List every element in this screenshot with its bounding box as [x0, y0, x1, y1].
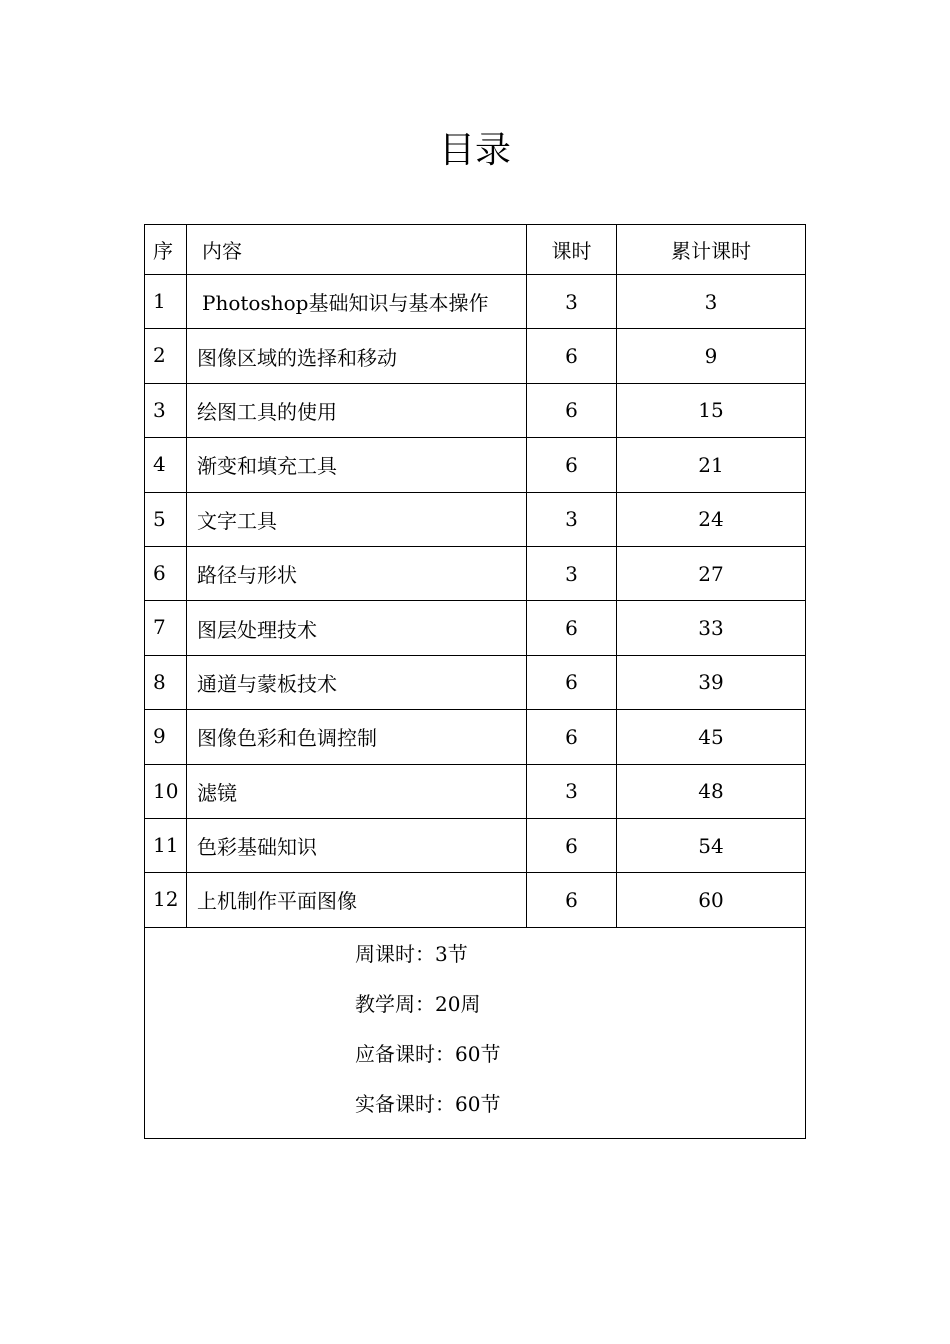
row-hours: 6: [527, 383, 617, 437]
row-total-hours: 15: [617, 383, 806, 437]
planned-hours: 应备课时：60节: [355, 1041, 501, 1066]
row-hours: 6: [527, 329, 617, 383]
table-row: [145, 655, 806, 709]
row-total-hours: 9: [617, 329, 806, 383]
header-total-hours: 累计课时: [617, 225, 806, 275]
row-total-hours: 54: [617, 818, 806, 872]
header-seq: 序: [145, 225, 187, 275]
row-content: 图层处理技术: [187, 601, 527, 655]
row-seq: 12: [145, 873, 187, 927]
table-header-row: [145, 225, 806, 275]
row-seq: 6: [145, 546, 187, 600]
table-row: [145, 383, 806, 437]
header-hours: 课时: [527, 225, 617, 275]
row-content: 渐变和填充工具: [187, 438, 527, 492]
row-total-hours: 48: [617, 764, 806, 818]
weekly-hours: 周课时：3节: [355, 941, 468, 966]
actual-hours: 实备课时：60节: [355, 1091, 501, 1116]
row-content: 滤镜: [187, 764, 527, 818]
header-content: 内容: [187, 225, 527, 275]
row-hours: 3: [527, 764, 617, 818]
row-content: 上机制作平面图像: [187, 873, 527, 927]
row-hours: 6: [527, 873, 617, 927]
summary-row: [145, 927, 806, 1138]
row-seq: 5: [145, 492, 187, 546]
table-row: [145, 601, 806, 655]
row-content: 绘图工具的使用: [187, 383, 527, 437]
row-content: 路径与形状: [187, 546, 527, 600]
table-row: [145, 818, 806, 872]
table-row: [145, 329, 806, 383]
table-row: [145, 438, 806, 492]
row-hours: 6: [527, 710, 617, 764]
table-row: [145, 873, 806, 927]
row-content: 通道与蒙板技术: [187, 655, 527, 709]
row-total-hours: 27: [617, 546, 806, 600]
row-seq: 2: [145, 329, 187, 383]
table-row: [145, 492, 806, 546]
row-hours: 6: [527, 601, 617, 655]
row-seq: 3: [145, 383, 187, 437]
row-seq: 8: [145, 655, 187, 709]
row-content: Photoshop基础知识与基本操作: [187, 275, 527, 329]
summary-cell: [145, 927, 806, 1138]
page-title: 目录: [438, 130, 511, 171]
row-seq: 7: [145, 601, 187, 655]
row-total-hours: 21: [617, 438, 806, 492]
row-total-hours: 60: [617, 873, 806, 927]
row-seq: 9: [145, 710, 187, 764]
row-hours: 6: [527, 655, 617, 709]
row-seq: 10: [145, 764, 187, 818]
row-hours: 3: [527, 275, 617, 329]
row-content: 图像区域的选择和移动: [187, 329, 527, 383]
row-hours: 3: [527, 546, 617, 600]
table-row: [145, 275, 806, 329]
row-hours: 6: [527, 438, 617, 492]
row-content: 色彩基础知识: [187, 818, 527, 872]
row-total-hours: 39: [617, 655, 806, 709]
row-total-hours: 33: [617, 601, 806, 655]
table-row: [145, 710, 806, 764]
row-seq: 1: [145, 275, 187, 329]
teaching-weeks: 教学周：20周: [355, 991, 481, 1016]
table-row: [145, 546, 806, 600]
row-seq: 11: [145, 818, 187, 872]
row-total-hours: 45: [617, 710, 806, 764]
row-content: 图像色彩和色调控制: [187, 710, 527, 764]
row-hours: 6: [527, 818, 617, 872]
summary-list: [145, 928, 805, 1138]
row-content: 文字工具: [187, 492, 527, 546]
row-hours: 3: [527, 492, 617, 546]
toc-table: [144, 224, 806, 1139]
row-seq: 4: [145, 438, 187, 492]
table-row: [145, 764, 806, 818]
row-total-hours: 24: [617, 492, 806, 546]
row-total-hours: 3: [617, 275, 806, 329]
